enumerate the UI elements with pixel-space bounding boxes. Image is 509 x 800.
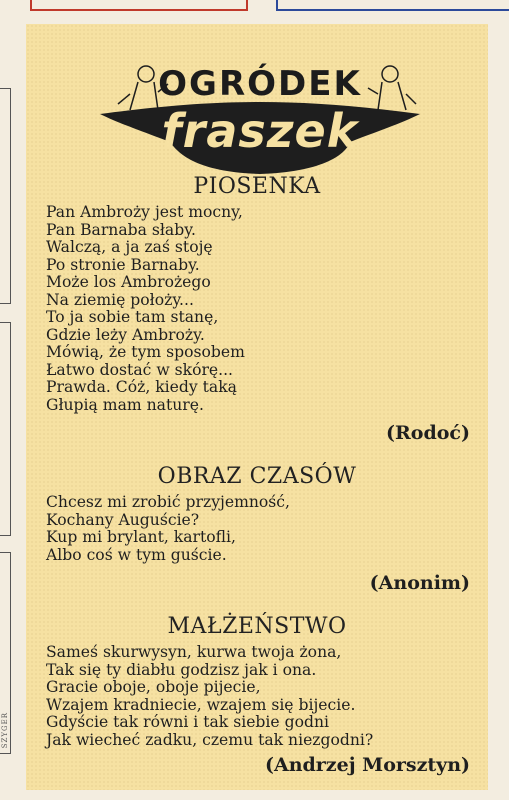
poem-line: Jak wiecheć zadku, czemu tak niezgodni? xyxy=(46,730,374,749)
poem-line: Łatwo dostać w skórę... xyxy=(46,360,234,379)
poem-line: Prawda. Cóż, kiedy taką xyxy=(46,378,237,396)
poem-line: Tak się ty diabłu godzisz jak i ona. xyxy=(46,660,317,679)
article-panel xyxy=(26,24,488,790)
poem-line: Sameś skurwysyn, kurwa twoja żona, xyxy=(46,643,342,661)
poem-line: Gracie oboje, oboje pijecie, xyxy=(46,678,261,696)
masthead-title: OGRÓDEK xyxy=(158,64,362,104)
poem-line: Kochany Auguście? xyxy=(46,510,200,529)
poem-line: Głupią mam naturę. xyxy=(46,395,204,414)
poem-line: Gdzie leży Ambroży. xyxy=(46,325,205,344)
poem-title: PIOSENKA xyxy=(193,174,321,199)
margin-signature: SZYGER xyxy=(1,712,9,749)
poem-text xyxy=(46,204,476,414)
poem-text xyxy=(46,494,476,564)
poem-line: Walczą, a ja zaś stoję xyxy=(46,238,213,256)
frame-top-right xyxy=(276,0,509,11)
poem-line: Może los Ambrożego xyxy=(46,273,211,291)
poem-text xyxy=(46,644,476,749)
poem-line: Wzajem kradniecie, wzajem się bijecie. xyxy=(46,695,356,714)
poem-line: Gdyście tak równi i tak siebie godni xyxy=(46,713,329,731)
side-rule xyxy=(0,322,11,536)
frame-top-left xyxy=(30,0,248,11)
poem-line: Po stronie Barnaby. xyxy=(46,255,200,274)
poem-line: Mówią, że tym sposobem xyxy=(46,343,245,361)
poem-author: (Anonim) xyxy=(369,572,470,594)
poem-title: OBRAZ CZASÓW xyxy=(157,464,357,489)
poem-line: Albo coś w tym guście. xyxy=(46,545,227,564)
side-rule xyxy=(0,88,11,304)
poem-author: (Rodoć) xyxy=(386,422,470,444)
poem-title: MAŁŻEŃSTWO xyxy=(167,614,347,639)
poem-line: Pan Ambroży jest mocny, xyxy=(46,203,243,221)
masthead xyxy=(100,44,420,179)
poem-line: Pan Barnaba słaby. xyxy=(46,220,196,239)
poem-line: Chcesz mi zrobić przyjemność, xyxy=(46,493,290,511)
masthead-subtitle: fraszek xyxy=(161,104,359,158)
poem-line: Kup mi brylant, kartofli, xyxy=(46,528,236,546)
poem-line: Na ziemię położy... xyxy=(46,290,194,309)
poem-author: (Andrzej Morsztyn) xyxy=(264,754,470,776)
poem-line: To ja sobie tam stanę, xyxy=(46,308,219,326)
